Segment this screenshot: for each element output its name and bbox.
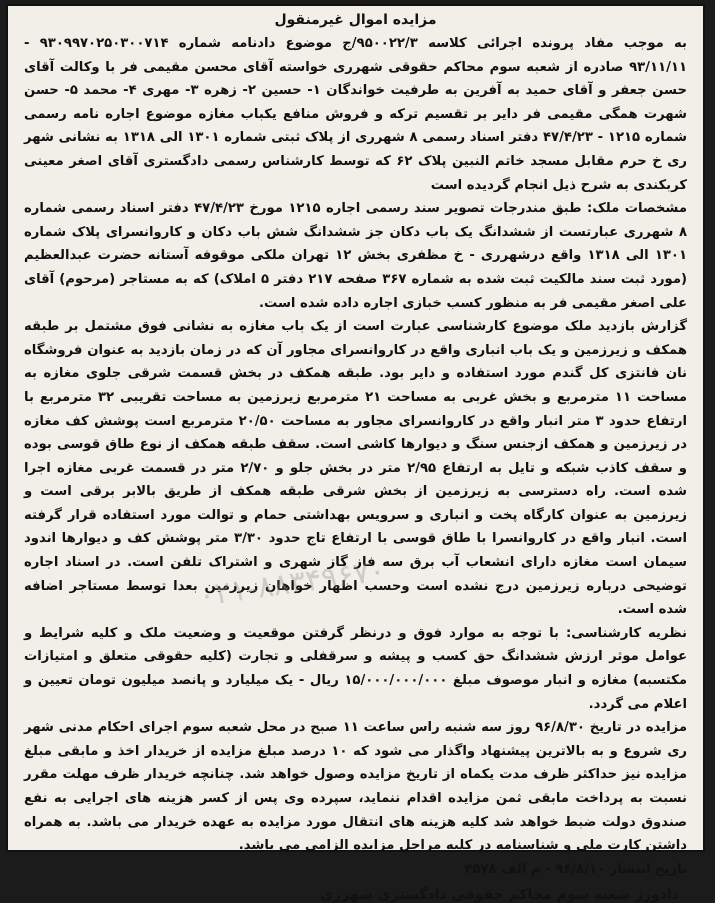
paragraph-publish-date: تاریخ انتشار ۹۶/۸/۱۰ - م الف ۴۵۷۸ <box>464 861 687 877</box>
phone-watermark: ۰۲۱-۸۸۳۴۹۶۷۰ <box>196 553 388 614</box>
newspaper-clipping <box>6 4 705 903</box>
paragraph-auction-terms: مزایده در تاریخ ۹۶/۸/۳۰ روز سه شنبه راس ساعت ۱۱ صبح در محل شعبه سوم اجرای احکام مدنی شهر ری شروع و به بالاترین پیشنهاد واگذار می شود که ۱۰ درصد مبلغ مزایده از خریدار اخذ و مابقی مبلغ مزایده نیز حداکثر ظرف مدت یکماه از تاریخ مزایده وصول خواهد شد. چنانچه خریدار ظرف مهلت مقرر نسبت به پرداخت مابقی ثمن مزایده اقدام ننماید، سپرده وی پس از کسر هزینه های اجرایی به نفع صندوق دولت ضبط خواهد شد کلیه هزینه های انتقال مورد مزایده به عهده خریدار می باشد. به همراه داشتن کارت ملی و شناسنامه در کلیه مراحل مزایده الزامی می باشد. <box>24 720 688 854</box>
paragraph-inspection-report: گزارش بازدید ملک موضوع کارشناسی عبارت است از یک باب مغازه به نشانی فوق مشتمل بر طبقه همکف و زیرزمین و یک باب انباری واقع در کاروانسرای مجاور آن که در زمان بازدید به عنوان فروشگاه نان فانتزی کل گندم مورد استفاده و دایر بود. طبقه همکف در بخش قسمت شرقی جلوی مغازه به مساحت ۱۱ مترمربع و بخش غربی به مساحت ۲۱ مترمربع زیرزمین به مساحت تقریبی ۳۲ مترمربع با ارتفاع حدود ۳ متر انبار واقع در کاروانسرای مجاور به مساحت ۲۰/۵۰ مترمربع است پوشش کف مغازه در زیرزمین و همکف ازجنس سنگ و دیوارها کاشی است. سقف طبقه همکف از نوع طاق قوسی بوده و سقف کاذب شبکه و تایل به ارتفاع ۲/۹۵ متر در بخش جلو و ۲/۷۰ متر در قسمت غربی مغازه اجرا شده است. راه دسترسی به زیرزمین از بخش شرقی طبقه همکف از طریق بالابر برقی است و زیرزمین به عنوان کارگاه پخت و انباری و سرویس بهداشتی حمام و توالت مورد استفاده قرار گرفته است. انبار واقع در کاروانسرا با طاق قوسی با ارتفاع تاج حدود ۳/۳۰ متر پوشش کف و دیوارها اندود سیمان است مغازه دارای انشعاب آب برق سه فاز گاز شهری و اشتراک تلفن است. در اسناد اجاره توضیحی درباره زیرزمین درج نشده است وحسب اظهار خواهان زیرزمین بعدا توسط مستاجر اضافه شده است. <box>24 319 687 618</box>
paragraph-case-details: به موجب مفاد پرونده اجرائی کلاسه ۹۵۰۰۲۲/۳/ج موضوع دادنامه شماره ۹۳۰۹۹۷۰۲۵۰۳۰۰۷۱۴ - ۹۳/۱۱/۱۱ صادره از شعبه سوم محاکم حقوقی شهرری خواسته آقای محسن مقیمی فر با وکالت آقای حسن جعفر و آقای حمید به آفرین به طرفیت خواندگان ۱- حسین ۲- زهره ۳- مهری ۴- محمد ۵- حسن شهرت همگی مقیمی فر دایر بر تقسیم ترکه و فروش منافع یکباب مغازه موضوع اجاره نامه رسمی شماره ۱۲۱۵ - ۴۷/۴/۲۳ دفتر اسناد رسمی ۸ شهرری از پلاک ثبتی شماره ۱۳۰۱ الی ۱۳۱۸ به نشانی شهر ری خ حرم مقابل مسجد خاتم النبین پلاک ۶۲ که توسط کارشناس رسمی دادگستری آقای اصغر معینی کربکندی به شرح ذیل انجام گردیده است <box>24 36 688 193</box>
paragraph-expert-opinion: نظریه کارشناسی: با توجه به موارد فوق و درنظر گرفتن موقعیت و وضعیت ملک و کلیه شرایط و عوامل موثر ارزش ششدانگ حق کسب و پیشه و سرقفلی و تجارت (کلیه حقوقی متعلق و امتیازات مکتسبه) مغازه و انبار موصوف مبلغ ۱۵/۰۰۰/۰۰۰/۰۰۰ ریال - یک میلیارد و پانصد میلیون تومان تعیین و اعلام می گردد. <box>24 625 687 712</box>
signature-line: دادورز شعبه سوم محاکم حقوقی دادگستری شهرری <box>320 887 679 903</box>
paragraph-property-specs: مشخصات ملک: طبق مندرجات تصویر سند رسمی اجاره ۱۲۱۵ مورخ ۴۷/۴/۲۳ دفتر اسناد رسمی شماره ۸ شهرری عبارتست از ششدانگ یک باب دکان جز ششدانگ شش باب دکان و کاروانسرای پلاک شماره ۱۳۰۱ الی ۱۳۱۸ واقع درشهرری - خ مظفری بخش ۱۲ تهران ملکی موقوفه آستانه حضرت عبدالعظیم (مورد ثبت سند مالکیت ثبت شده به شماره ۳۶۷ صفحه ۲۱۷ دفتر ۵ املاک) که به مستاجر (مرحوم) آقای علی اصغر مقیمی فر به منظور کسب خبازی اجاره داده شده است. <box>24 201 688 311</box>
notice-title: مزایده اموال غیرمنقول <box>274 12 437 28</box>
